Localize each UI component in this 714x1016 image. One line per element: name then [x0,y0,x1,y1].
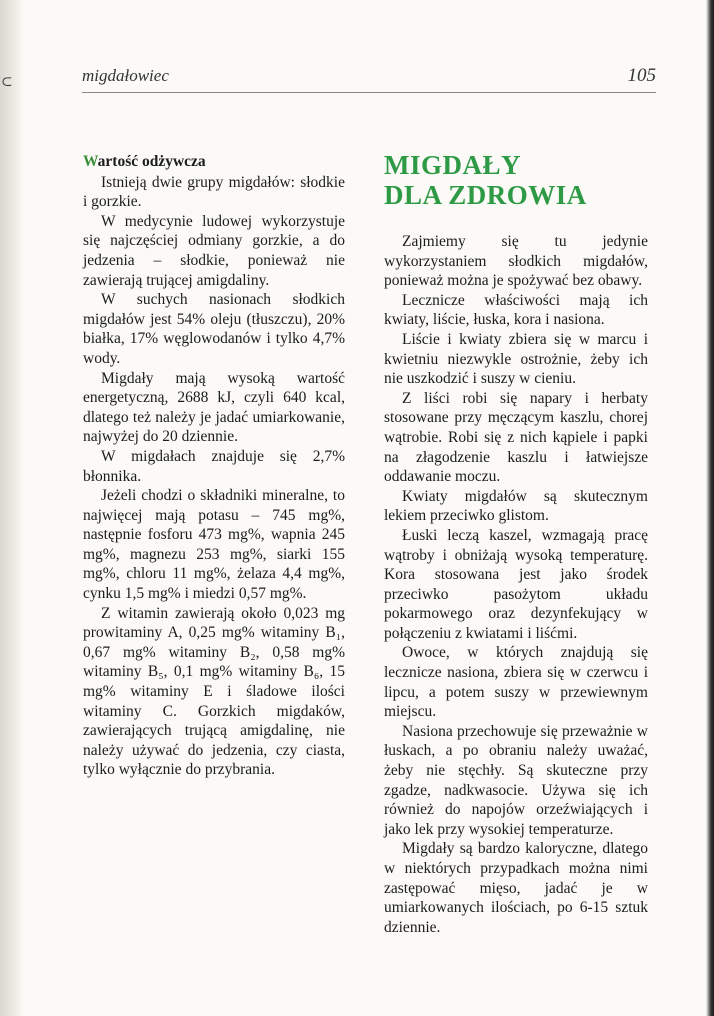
left-paragraph: W suchych nasionach słodkich migdałów jest 54% oleju (tłuszczu), 20% białka, 17% węglowodanów i tylko 4,7% wody. [83,291,345,367]
gutter-mark: ⊂ [1,75,13,90]
main-title [384,150,654,210]
right-paragraph: Zajmiemy się tu jedynie wykorzystaniem słodkich migdałów, ponieważ można je spożywać bez obawy. [384,233,648,290]
heading-initial: W [83,153,98,170]
page-gutter-shadow [0,0,24,1016]
right-column [384,232,648,937]
page-right-edge [706,0,714,1016]
right-paragraph: Łuski leczą kaszel, wzmagają pracę wątroby i obniżają wysoką temperaturę. Kora stosowana jest jako środek przeciwko pasożytom układu pokarmowego oraz dezynfekujący w połączeniu z kwiatami i liśćmi. [384,526,648,642]
right-paragraph: Migdały są bardzo kaloryczne, dlatego w niektórych przypadkach można nimi zastępować mięso, jadać je w umiarkowanych ilościach, po 6-15 sztuk dziennie. [384,840,648,936]
left-paragraph: Z witamin zawierają około 0,023 mg prowitaminy A, 0,25 mg% witaminy B₁, 0,67 mg% witaminy B₂, 0,58 mg% witaminy B₅, 0,1 mg% witaminy B₆, 15 mg% witaminy E i śladowe ilości witaminy C. Gorzkich migdaków, zawierających trującą amigdalinę, nie należy używać do jedzenia, czy ciasta, tylko wyłącznie do przybrania. [83,604,345,779]
left-paragraph: Migdały mają wysoką wartość energetyczną, 2688 kJ, czyli 640 kcal, dlatego też należy je jadać umiarkowanie, najwyżej do 20 dziennie. [83,369,345,446]
page-number: 105 [627,65,656,86]
left-paragraph: W medycynie ludowej wykorzystuje się najczęściej odmiany gorzkie, a do jedzenia – słodkie, ponieważ nie zawierają trującej amigdaliny. [83,212,345,289]
right-paragraph: Nasiona przechowuje się przeważnie w łuskach, a po obraniu należy uważać, żeby nie stęchły. Są skuteczne przy zgadze, nadkwasocie. Używa się ich również do napojów orzeźwiających i jako lek przy wysokiej temperaturze. [384,722,648,838]
right-paragraph: Lecznicze właściwości mają ich kwiaty, liście, łuska, kora i nasiona. [384,291,648,329]
main-title-line2: DLA ZDROWIA [384,180,587,210]
left-paragraph: W migdałach znajduje się 2,7% błonnika. [83,447,345,485]
left-column [83,152,345,780]
heading-rest: artość odżywcza [97,153,206,170]
page-header [82,64,656,93]
right-paragraph: Owoce, w których znajdują się lecznicze nasiona, zbiera się w czerwcu i lipcu, a potem suszy w przewiewnym miejscu. [384,644,648,721]
right-paragraph: Kwiaty migdałów są skutecznym lekiem przeciwko glistom. [384,487,648,525]
left-paragraph: Jeżeli chodzi o składniki mineralne, to najwięcej mają potasu – 745 mg%, następnie fosforu 473 mg%, wapnia 245 mg%, magnezu 253 mg%, siarki 155 mg%, chloru 11 mg%, żelaza 4,4 mg%, cynku 1,5 mg% i miedzi 0,57 mg%. [83,487,345,603]
left-paragraph: Istnieją dwie grupy migdałów: słodkie i gorzkie. [83,173,345,211]
main-title-line1: MIGDAŁY [384,150,521,180]
right-paragraph: Liście i kwiaty zbiera się w marcu i kwietniu niezwykle ostrożnie, żeby ich nie uszkodzić i suszy w cieniu. [384,330,648,388]
right-paragraph: Z liści robi się napary i herbaty stosowane przy męczącym kaszlu, chorej wątrobie. Robi się z nich kąpiele i papki na złagodzenie kaszlu i łatwiejsze oddawanie moczu. [384,389,648,486]
running-title: migdałowiec [82,66,169,85]
section-heading-nutrition [83,152,345,172]
